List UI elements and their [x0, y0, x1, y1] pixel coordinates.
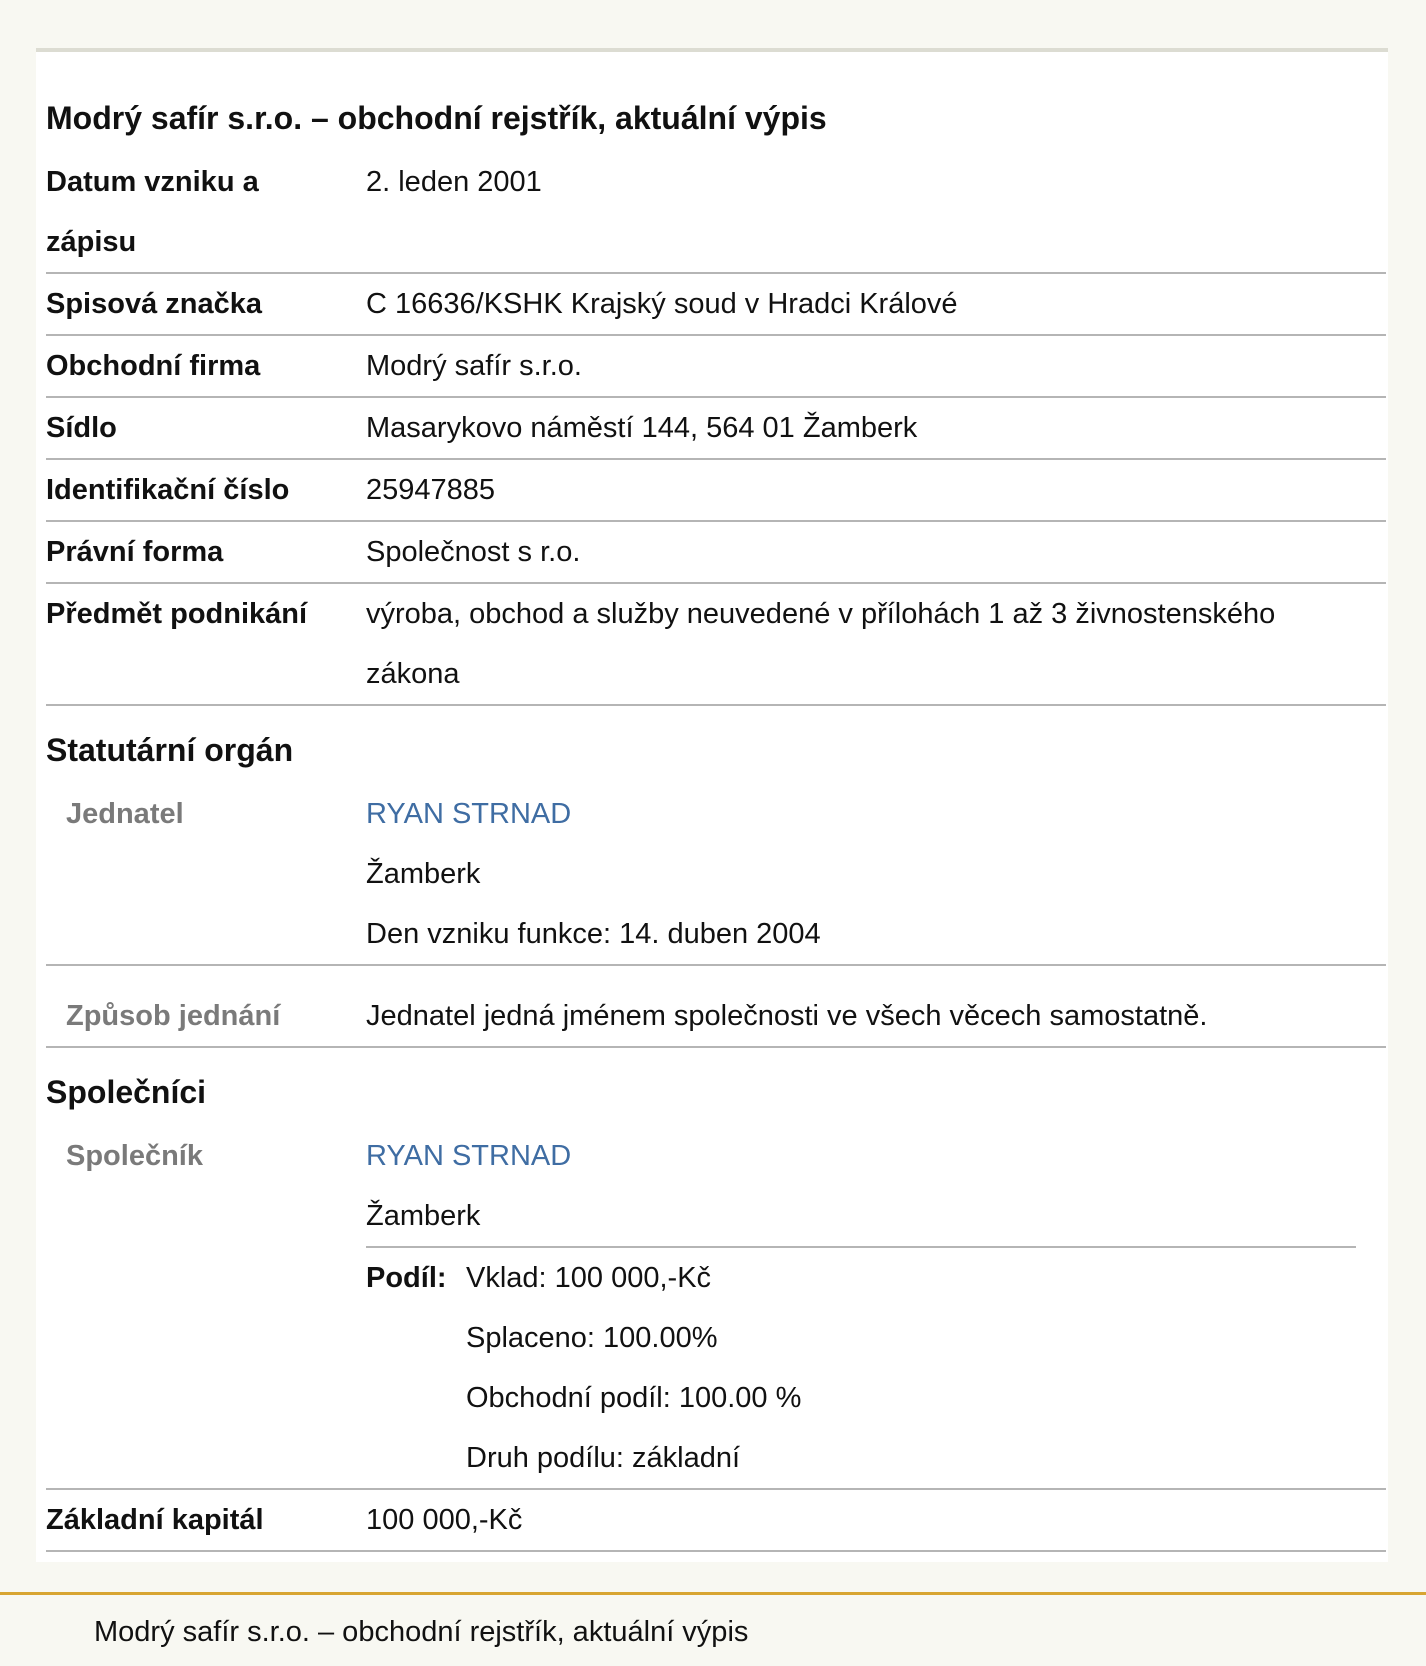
- row-value: Modrý safír s.r.o.: [366, 350, 582, 382]
- row-value: Společnost s r.o.: [366, 536, 581, 568]
- person-link[interactable]: RYAN STRNAD: [366, 798, 572, 830]
- share-label: Podíl:: [366, 1262, 447, 1294]
- row-label: Spisová značka: [46, 288, 262, 320]
- row-value: Jednatel jedná jménem společnosti ve všech věcech samostatně.: [366, 1000, 1208, 1032]
- section-heading-spolecnici: Společníci: [46, 1074, 207, 1110]
- page-title: Modrý safír s.r.o. – obchodní rejstřík, aktuální výpis: [46, 100, 827, 136]
- row-label: Způsob jednání: [66, 1000, 281, 1032]
- row-label: Obchodní firma: [46, 350, 261, 382]
- label-line-1: Datum vzniku a: [46, 166, 259, 198]
- share-details: [466, 1248, 1366, 1488]
- row-value: 25947885: [366, 474, 496, 506]
- divider: [46, 1046, 1386, 1048]
- person-link[interactable]: RYAN STRNAD: [366, 1140, 572, 1172]
- person-city: Žamberk: [366, 1200, 481, 1232]
- row-label: Jednatel: [66, 798, 184, 830]
- footer-accent-bar: [0, 1592, 1426, 1595]
- footer-text: Modrý safír s.r.o. – obchodní rejstřík, aktuální výpis: [94, 1616, 749, 1648]
- share-splaceno: Splaceno: 100.00%: [466, 1322, 718, 1354]
- row-value: 100 000,-Kč: [366, 1504, 523, 1536]
- row-label: [46, 152, 346, 272]
- row-label: Sídlo: [46, 412, 117, 444]
- share-vklad: Vklad: 100 000,-Kč: [466, 1262, 712, 1294]
- row-value: [366, 784, 1366, 964]
- row-value: C 16636/KSHK Krajský soud v Hradci Králové: [366, 288, 958, 320]
- person-city: Žamberk: [366, 858, 481, 890]
- row-label: Právní forma: [46, 536, 224, 568]
- share-obchodni-podil: Obchodní podíl: 100.00 %: [466, 1382, 802, 1414]
- row-label: Předmět podnikání: [46, 598, 308, 630]
- row-value: [366, 1126, 1366, 1246]
- divider: [46, 964, 1386, 966]
- label-line-2: zápisu: [46, 226, 137, 258]
- row-label: Základní kapitál: [46, 1504, 264, 1536]
- row-value: [366, 584, 1366, 704]
- row-value: Masarykovo náměstí 144, 564 01 Žamberk: [366, 412, 918, 444]
- section-heading-statutarni-organ: Statutární orgán: [46, 732, 294, 768]
- divider: [46, 704, 1386, 706]
- row-value: 2. leden 2001: [366, 166, 542, 198]
- row-label: Společník: [66, 1140, 203, 1172]
- share-druh: Druh podílu: základní: [466, 1442, 741, 1474]
- function-start: Den vzniku funkce: 14. duben 2004: [366, 918, 821, 950]
- row-label: Identifikační číslo: [46, 474, 290, 506]
- value-line-1: výroba, obchod a služby neuvedené v přílohách 1 až 3 živnostenského: [366, 598, 1276, 630]
- divider: [46, 1550, 1386, 1552]
- value-line-2: zákona: [366, 658, 460, 690]
